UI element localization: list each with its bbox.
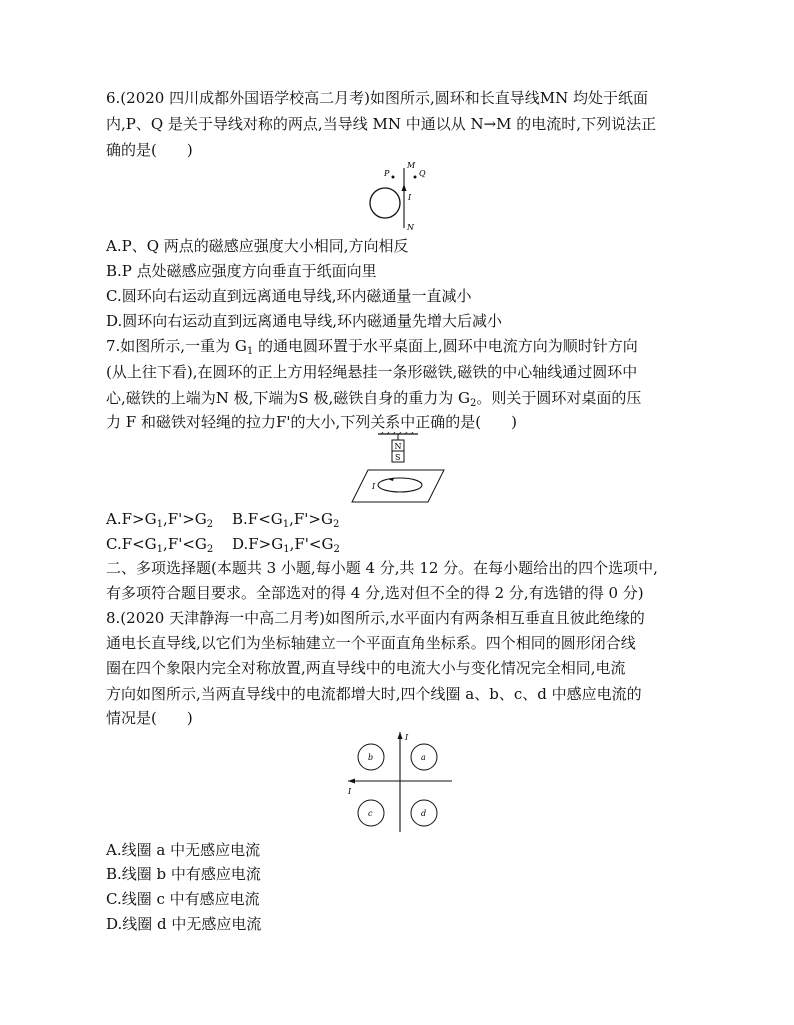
q6-option-c: C.圆环向右运动直到远离通电导线,环内磁通量一直减小	[106, 287, 472, 305]
q7-stem-line-1: 7.如图所示,一重为 $G_1$ 的通电圆环置于水平桌面上,圆环中电流方向为顺时针方向	[106, 337, 638, 357]
section-2-heading-line-1: 二、多项选择题(本题共 3 小题,每小题 4 分,共 12 分。在每小题给出的四个选项中,	[106, 559, 658, 577]
q7-figure-magnet-and-ring	[348, 432, 448, 504]
ring-circle	[370, 188, 400, 218]
q8-option-b: B.线圈 b 中有感应电流	[106, 865, 261, 883]
label-n: N	[407, 223, 414, 232]
q7-stem-line-4: 力 F 和磁铁对轻绳的拉力F'的大小,下列关系中正确的是( )	[106, 413, 517, 431]
q7-option-b: $B.F<G_1,F'>G_2$	[232, 510, 340, 530]
q6-option-a: A.P、Q 两点的磁感应强度大小相同,方向相反	[106, 237, 409, 255]
q8-stem-line-2: 通电长直导线,以它们为坐标轴建立一个平面直角坐标系。四个相同的圆形闭合线	[106, 634, 636, 652]
label-north: N	[394, 442, 402, 451]
q8-stem-line-4: 方向如图所示,当两直导线中的电流都增大时,四个线圈 a、b、c、d 中感应电流的	[106, 685, 642, 703]
q7-stem-line-2: (从上往下看),在圆环的正上方用轻绳悬挂一条形磁铁,磁铁的中心轴线通过圆环中	[106, 363, 638, 381]
q8-option-c: C.线圈 c 中有感应电流	[106, 890, 260, 908]
q6-stem-line-1: 6.(2020 四川成都外国语学校高二月考)如图所示,圆环和长直导线MN 均处于纸面	[106, 89, 648, 107]
label-current-i: I	[372, 482, 376, 491]
label-coil-b: b	[368, 753, 374, 762]
vertical-current-arrow	[398, 732, 403, 739]
table-surface	[352, 470, 444, 502]
label-p: P	[384, 169, 390, 178]
q6-figure-ring-and-wire	[360, 160, 440, 234]
q7-option-a: $A.F>G_1,F'>G_2$	[106, 510, 214, 530]
current-ring	[378, 478, 422, 492]
q8-option-d: D.线圈 d 中无感应电流	[106, 915, 262, 933]
label-horizontal-current-i: I	[348, 787, 352, 796]
label-south: S	[395, 453, 401, 462]
point-p-dot	[392, 176, 395, 179]
q8-stem-line-1: 8.(2020 天津静海一中高二月考)如图所示,水平面内有两条相互垂直且彼此绝缘的	[106, 609, 645, 627]
q8-stem-line-5: 情况是( )	[106, 709, 193, 727]
q8-stem-line-3: 圈在四个象限内完全对称放置,两直导线中的电流大小与变化情况完全相同,电流	[106, 659, 626, 677]
q7-option-c: $C.F<G_1,F'<G_2$	[106, 535, 214, 555]
label-coil-d: d	[421, 809, 427, 818]
label-coil-c: c	[368, 809, 373, 818]
label-vertical-current-i: I	[405, 733, 409, 742]
q7-option-d: $D.F>G_1,F'<G_2$	[232, 535, 340, 555]
horizontal-current-arrow	[348, 779, 355, 784]
q6-option-d: D.圆环向右运动直到远离通电导线,环内磁通量先增大后减小	[106, 312, 503, 330]
q7-stem-line-3: 心,磁铁的上端为N 极,下端为S 极,磁铁自身的重力为 $G_2$。则关于圆环对桌面的压	[106, 389, 642, 409]
label-q: Q	[419, 169, 426, 178]
label-current-i: I	[408, 193, 412, 202]
q6-stem-line-2: 内,P、Q 是关于导线对称的两点,当导线 MN 中通以从 N→M 的电流时,下列说法正	[106, 115, 657, 133]
q6-option-b: B.P 点处磁感应强度方向垂直于纸面向里	[106, 262, 377, 280]
q6-stem-line-3: 确的是( )	[106, 141, 193, 159]
current-arrow-up	[402, 184, 407, 191]
section-2-heading-line-2: 有多项符合题目要求。全部选对的得 4 分,选对但不全的得 2 分,有选错的得 0 分)	[106, 584, 644, 602]
point-q-dot	[414, 176, 417, 179]
label-m: M	[407, 161, 416, 170]
current-direction-arrow	[388, 478, 394, 482]
q8-figure-wires-and-coils	[336, 728, 454, 834]
q8-option-a: A.线圈 a 中无感应电流	[106, 841, 261, 859]
label-coil-a: a	[421, 753, 426, 762]
